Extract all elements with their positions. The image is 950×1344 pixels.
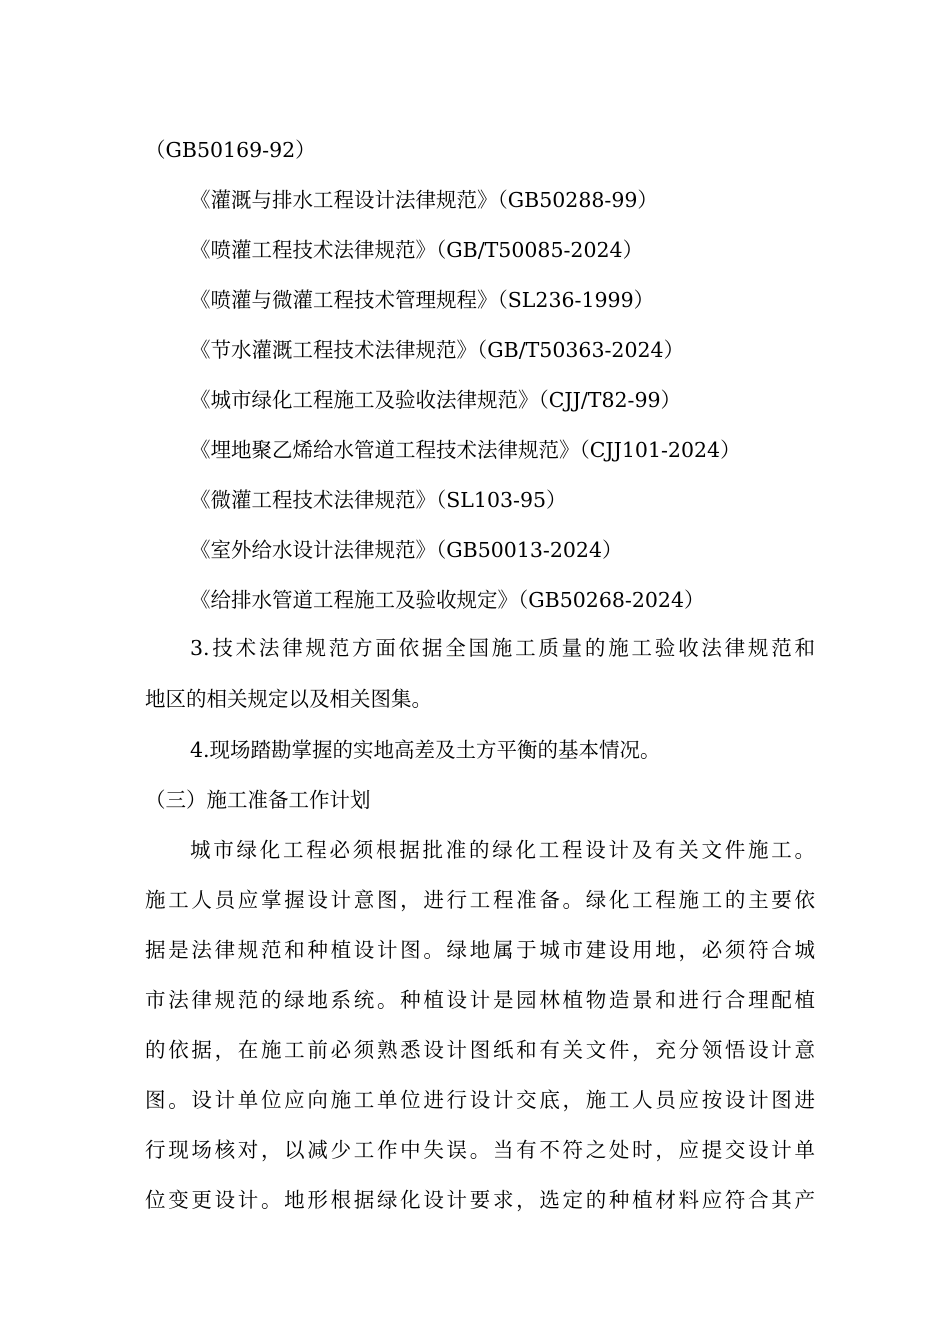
paragraph-line: 行现场核对，以减少工作中失误。当有不符之处时，应提交设计单 (145, 1138, 815, 1162)
reference-item: 《喷灌工程技术法律规范》（GB/T50085-2024） (190, 238, 644, 262)
paragraph-line: 市法律规范的绿地系统。种植设计是园林植物造景和进行合理配植 (145, 988, 815, 1012)
reference-item: 《给排水管道工程施工及验收规定》（GB50268-2024） (190, 588, 705, 612)
paragraph-line: 城市绿化工程必须根据批准的绿化工程设计及有关文件施工。 (190, 838, 815, 862)
paragraph-line: 地区的相关规定以及相关图集。 (145, 687, 432, 711)
reference-item: 《喷灌与微灌工程技术管理规程》（SL236-1999） (190, 288, 655, 312)
reference-item: 《城市绿化工程施工及验收法律规范》（CJJ/T82-99） (190, 388, 682, 412)
paragraph-line: 据是法律规范和种植设计图。绿地属于城市建设用地，必须符合城 (145, 938, 815, 962)
paragraph-line: 的依据，在施工前必须熟悉设计图纸和有关文件，充分领悟设计意 (145, 1038, 815, 1062)
reference-item: 《微灌工程技术法律规范》（SL103-95） (190, 488, 567, 512)
section-heading: （三）施工准备工作计划 (145, 788, 371, 812)
reference-item: 《室外给水设计法律规范》（GB50013-2024） (190, 538, 623, 562)
paragraph-line: 位变更设计。地形根据绿化设计要求，选定的种植材料应符合其产 (145, 1188, 815, 1212)
paragraph-line: 施工人员应掌握设计意图，进行工程准备。绿化工程施工的主要依 (145, 888, 815, 912)
text-line: （GB50169-92） (145, 138, 316, 162)
paragraph-line: 图。设计单位应向施工单位进行设计交底，施工人员应按设计图进 (145, 1088, 815, 1112)
paragraph-line: 3.技术法律规范方面依据全国施工质量的施工验收法律规范和 (190, 636, 815, 660)
reference-item: 《埋地聚乙烯给水管道工程技术法律规范》（CJJ101-2024） (190, 438, 741, 462)
reference-item: 《灌溉与排水工程设计法律规范》（GB50288-99） (190, 188, 658, 212)
reference-item: 《节水灌溉工程技术法律规范》（GB/T50363-2024） (190, 338, 685, 362)
paragraph-line: 4.现场踏勘掌握的实地高差及土方平衡的基本情况。 (190, 738, 661, 762)
